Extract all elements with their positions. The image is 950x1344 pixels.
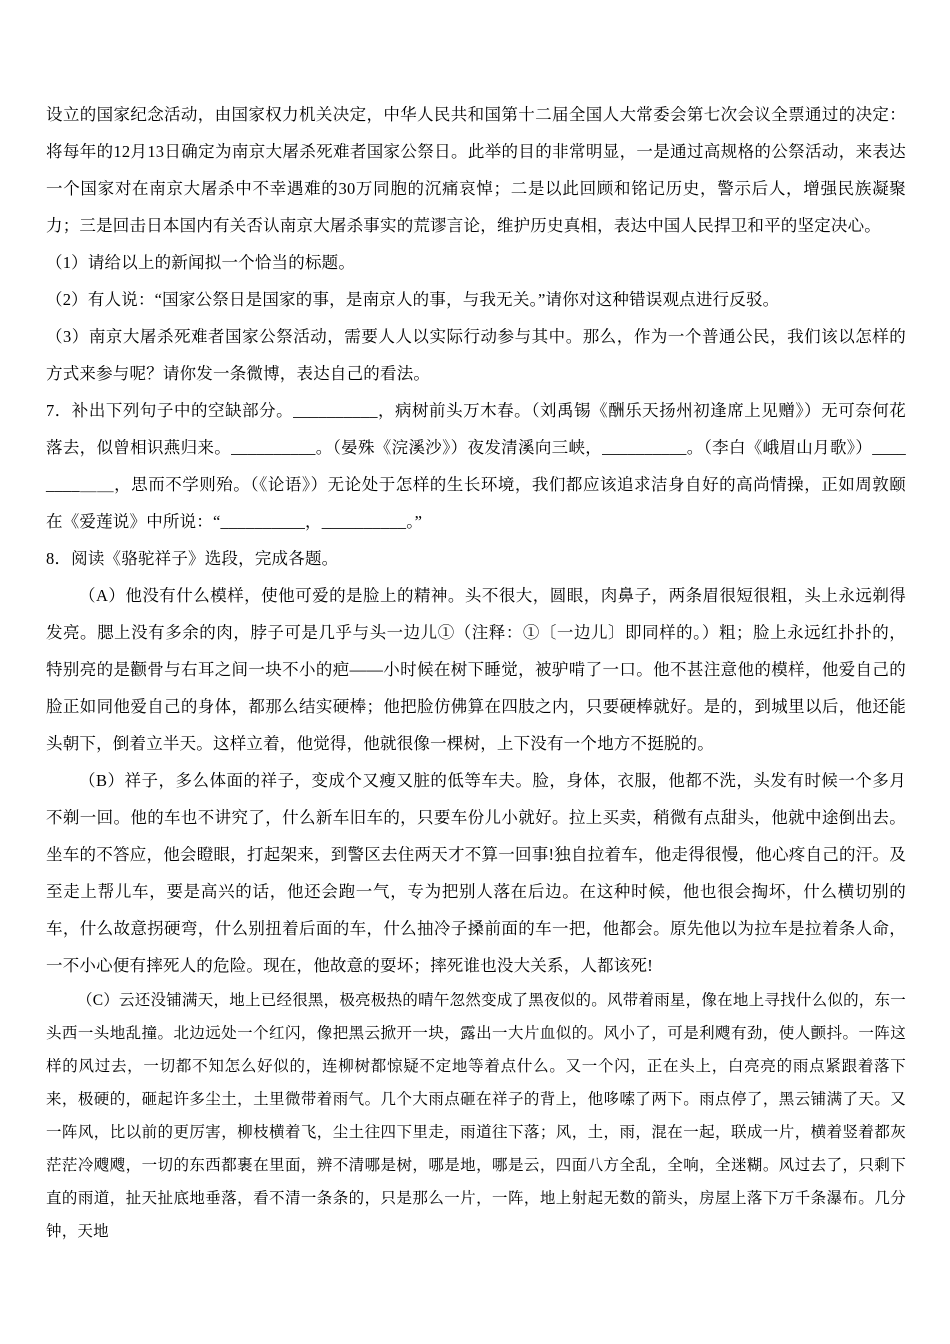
news-continuation-paragraph: 设立的国家纪念活动，由国家权力机关决定，中华人民共和国第十二届全国人大常委会第七次会议全票通过的决定：将每年的12月13日确定为南京大屠杀死难者国家公祭日。此举的目的非常明显，一是通过高规格的公祭活动，来表达一个国家对在南京大屠杀中不幸遇难的30万同胞的沉痛哀悼；二是以此回顾和铭记历史，警示后人，增强民族凝聚力；三是回击日本国内有关否认南京大屠杀事实的荒谬言论，维护历史真相，表达中国人民捍卫和平的坚定决心。: [46, 105, 906, 235]
passage-c: （C）云还没铺满天，地上已经很黑，极亮极热的晴午忽然变成了黑夜似的。风带着雨星，像在地上寻找什么似的，东一头西一头地乱撞。北边远处一个红闪，像把黑云掀开一块，露出一大片血似的。风小了，可是利飕有劲，使人颤抖。一阵这样的风过去，一切都不知怎么好似的，连柳树都惊疑不定地等着点什么。又一个闪，正在头上，白亮亮的雨点紧跟着落下来，极硬的，砸起许多尘土，土里微带着雨气。几个大雨点砸在祥子的背上，他哆嗦了两下。雨点停了，黑云铺满了天。又一阵风，比以前的更厉害，柳枝横着飞，尘土往四下里走，雨道往下落；风，土，雨，混在一起，联成一片，横着竖着都灰茫茫冷飕飕，一切的东西都裹在里面，辨不清哪是树，哪是地，哪是云，四面八方全乱，全响，全迷糊。风过去了，只剩下直的雨道，扯天扯底地垂落，看不清一条条的，只是那么一片，一阵，地上射起无数的箭头，房屋上落下万千条瀑布。几分钟，天地: [46, 992, 906, 1240]
question-8-intro: 8．阅读《骆驼祥子》选段，完成各题。: [46, 549, 339, 568]
question-7-fill-in-blanks: 7．补出下列句子中的空缺部分。__________，病树前头万木春。（刘禹锡《酬乐天扬州初逢席上见赠》）无可奈何花落去，似曾相识燕归来。__________。（晏殊《浣溪沙》）夜发清溪向三峡，__________。（李白《峨眉山月歌》）________＿＿，思而不学则殆。（《论语》）无论处于怎样的生长环境，我们都应该追求洁身自好的高尚情操，正如周敦颐在《爱莲说》中所说：“__________，__________。”: [46, 401, 906, 531]
question-6-sub-3: （3）南京大屠杀死难者国家公祭活动，需要人人以实际行动参与其中。那么，作为一个普通公民，我们该以怎样的方式来参与呢？请你发一条微博，表达自己的看法。: [46, 327, 906, 383]
question-6-sub-1: （1）请给以上的新闻拟一个恰当的标题。: [46, 253, 356, 272]
passage-a: （A）他没有什么模样，使他可爱的是脸上的精神。头不很大，圆眼，肉鼻子，两条眉很短很粗，头上永远剃得发亮。腮上没有多余的肉，脖子可是几乎与头一边儿①（注释：①〔一边儿〕即同样的。）粗；脸上永远红扑扑的，特别亮的是颧骨与右耳之间一块不小的疤——小时候在树下睡觉，被驴啃了一口。他不甚注意他的模样，他爱自己的脸正如同他爱自己的身体，都那么结实硬棒；他把脸仿佛算在四肢之内，只要硬棒就好。是的，到城里以后，他还能头朝下，倒着立半天。这样立着，他觉得，他就很像一棵树，上下没有一个地方不挺脱的。: [46, 586, 906, 753]
passage-b: （B）祥子，多么体面的祥子，变成个又瘦又脏的低等车夫。脸，身体，衣服，他都不洗，头发有时候一个多月不剃一回。他的车也不讲究了，什么新车旧车的，只要车份儿小就好。拉上买卖，稍微有点甜头，他就中途倒出去。坐车的不答应，他会瞪眼，打起架来，到警区去住两天才不算一回事!独自拉着车，他走得很慢，他心疼自己的汗。及至走上帮儿车，要是高兴的话，他还会跑一气，专为把别人落在后边。在这种时候，他也很会掏坏，什么横切别的车，什么故意拐硬弯，什么别扭着后面的车，什么抽冷子搡前面的车一把，他都会。原先他以为拉车是拉着条人命，一不小心便有摔死人的危险。现在，他故意的耍坏；摔死谁也没大关系，人都该死!: [46, 771, 906, 975]
question-6-sub-2: （2）有人说：“国家公祭日是国家的事，是南京人的事，与我无关。”请你对这种错误观点进行反驳。: [46, 290, 780, 309]
